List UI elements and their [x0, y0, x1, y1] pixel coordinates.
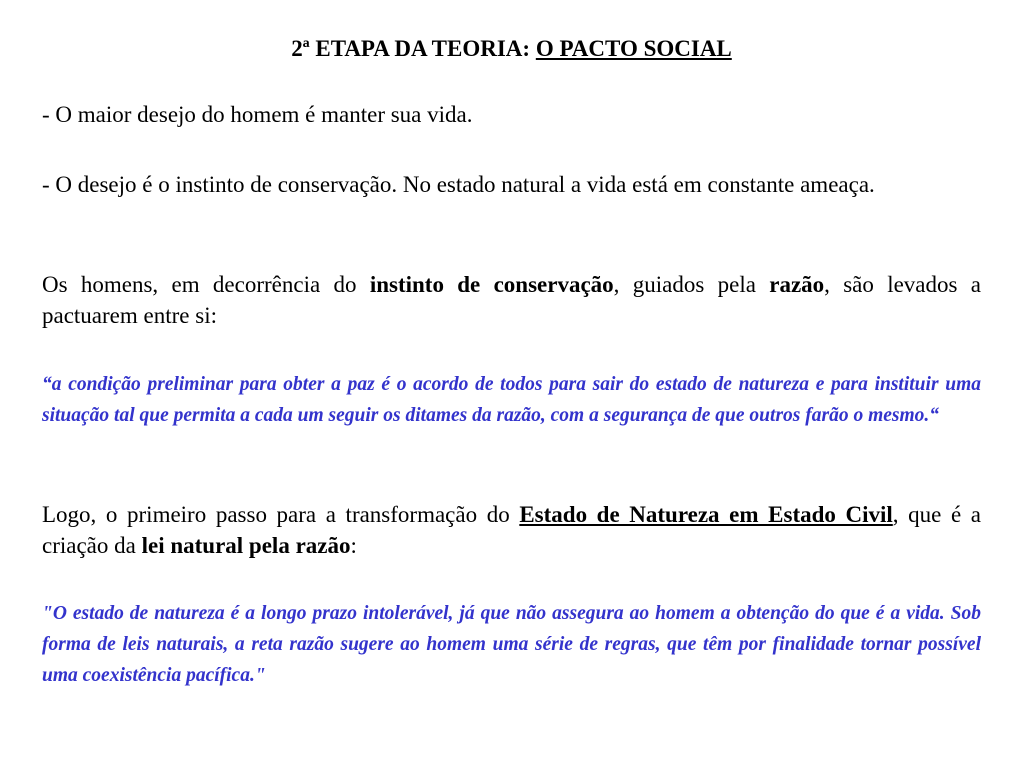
slide-title [42, 34, 981, 64]
transformation-text-3: : [350, 533, 357, 558]
title-prefix: 2ª ETAPA DA TEORIA: [291, 36, 536, 61]
pact-text-2: , guiados pela [613, 272, 770, 297]
paragraph-transformation [42, 499, 981, 561]
paragraph-conservation: - O desejo é o instinto de conservação. No estado natural a vida está em constante ameaça. [42, 172, 875, 197]
transformation-bold-state: Estado de Natureza em Estado Civil [519, 502, 893, 527]
transformation-text-2: , que é a criação da [42, 502, 982, 558]
quote-state-of-nature: "O estado de natureza é a longo prazo intolerável, já que não assegura ao homem a obtenção do que é a vida. Sob forma de leis naturais, a reta razão sugere ao homem uma série de regras, que têm por finalidade tornar possível uma coexistência pacífica." [42, 603, 981, 686]
title-underlined: O PACTO SOCIAL [535, 36, 732, 61]
paragraph-pact [42, 269, 981, 331]
pact-text-1: Os homens, em decorrência do [42, 272, 370, 297]
transformation-text-1: Logo, o primeiro passo para a transformação do [42, 502, 520, 527]
paragraph-desire: - O maior desejo do homem é manter sua vida. [42, 102, 473, 127]
transformation-bold-law: lei natural pela razão [141, 533, 351, 558]
pact-bold-reason: razão [769, 272, 825, 297]
pact-text-3: , são levados a pactuarem entre si: [42, 272, 981, 328]
pact-bold-instinct: instinto de conservação [369, 272, 614, 297]
quote-peace-condition: “a condição preliminar para obter a paz é o acordo de todos para sair do estado de natureza e para instituir uma situação tal que permita a cada um seguir os ditames da razão, com a segurança de que outros farão o mesmo.“ [42, 374, 981, 426]
